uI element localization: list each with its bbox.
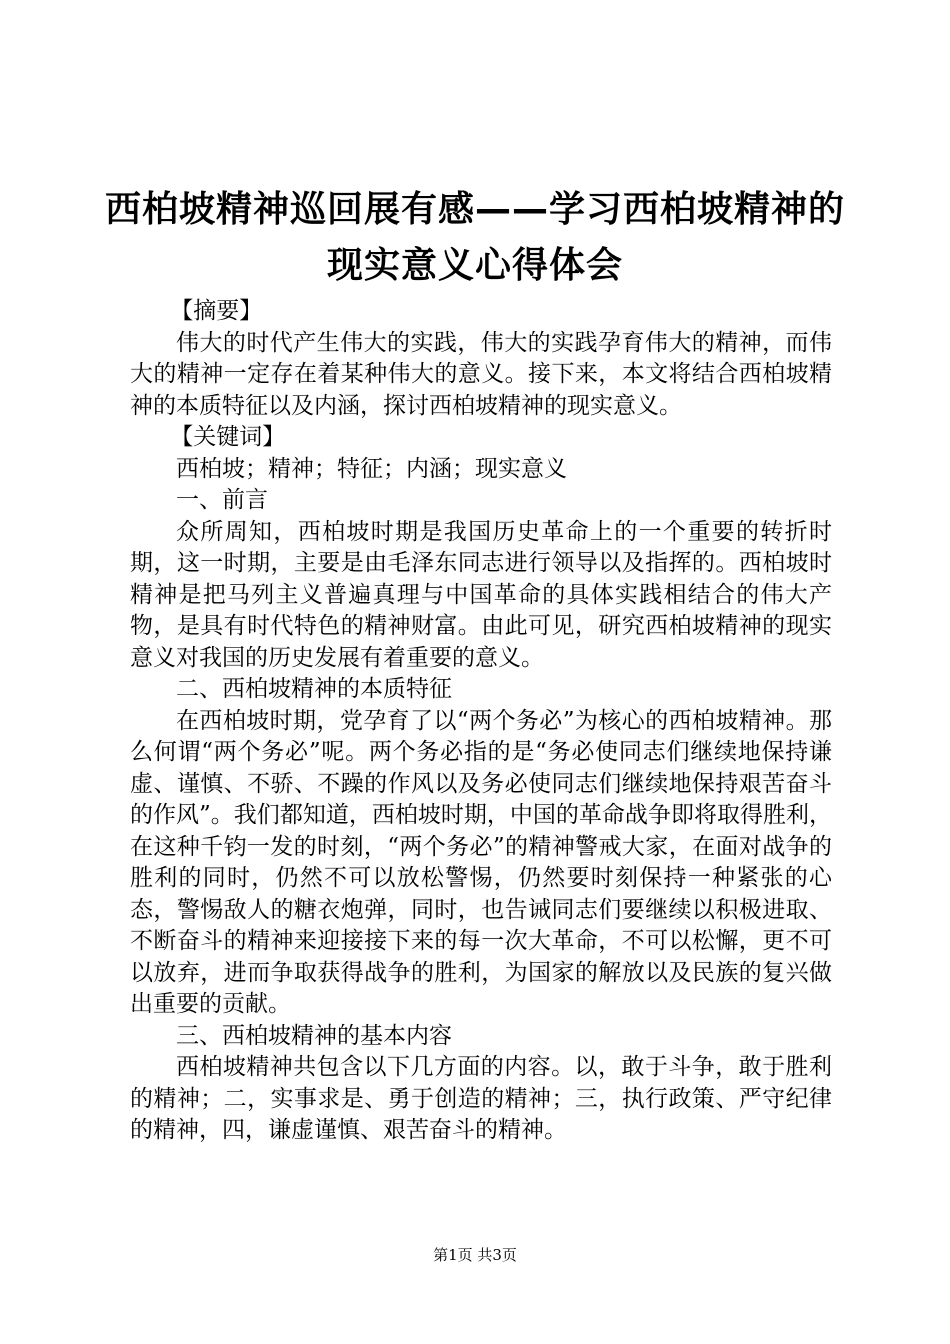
document-title-line-2: 现实意义心得体会 bbox=[326, 245, 623, 286]
keywords-heading: 【关键词】 bbox=[170, 424, 286, 450]
section-heading-2: 二、西柏坡精神的本质特征 bbox=[176, 676, 452, 702]
abstract-paragraph: 伟大的时代产生伟大的实践，伟大的实践孕育伟大的精神，而伟大的精神一定存在着某种伟大的意义。接下来，本文将结合西柏坡精神的本质特征以及内涵，探讨西柏坡精神的现实意义。 bbox=[130, 329, 832, 419]
section-heading-1: 一、前言 bbox=[176, 487, 268, 513]
document-title-line-1: 西柏坡精神巡回展有感——学习西柏坡精神的 bbox=[104, 189, 845, 230]
keywords-list: 西柏坡；精神；特征；内涵；现实意义 bbox=[176, 455, 567, 482]
section-2-paragraph: 在西柏坡时期，党孕育了以“两个务必”为核心的西柏坡精神。那么何谓“两个务必”呢。两个务必指的是“务必使同志们继续地保持谦虚、谨慎、不骄、不躁的作风以及务必使同志们继续地保持艰苦奋斗的作风”。我们都知道，西柏坡时期，中国的革命战争即将取得胜利，在这种千钧一发的时刻，“两个务必”的精神警戒大家，在面对战争的胜利的同时，仍然不可以放松警惕，仍然要时刻保持一种紧张的心态，警惕敌人的糖衣炮弹，同时，也告诫同志们要继续以积极进取、不断奋斗的精神来迎接接下来的每一次大革命，不可以松懈，更不可以放弃，进而争取获得战争的胜利，为国家的解放以及民族的复兴做出重要的贡献。 bbox=[130, 707, 832, 1017]
section-heading-3: 三、西柏坡精神的基本内容 bbox=[176, 1022, 452, 1049]
section-3-paragraph: 西柏坡精神共包含以下几方面的内容。以，敢于斗争，敢于胜利的精神；二，实事求是、勇于创造的精神；三，执行政策、严守纪律的精神，四，谦虚谨慎、艰苦奋斗的精神。 bbox=[130, 1054, 832, 1143]
section-1-paragraph: 众所周知，西柏坡时期是我国历史革命上的一个重要的转折时期，这一时期，主要是由毛泽东同志进行领导以及指挥的。西柏坡时精神是把马列主义普遍真理与中国革命的具体实践相结合的伟大产物，是具有时代特色的精神财富。由此可见，研究西柏坡精神的现实意义对我国的历史发展有着重要的意义。 bbox=[130, 518, 832, 671]
document-body bbox=[130, 296, 832, 1147]
abstract-heading: 【摘要】 bbox=[170, 298, 263, 324]
page-footer: 第1页 共3页 bbox=[433, 1246, 517, 1264]
